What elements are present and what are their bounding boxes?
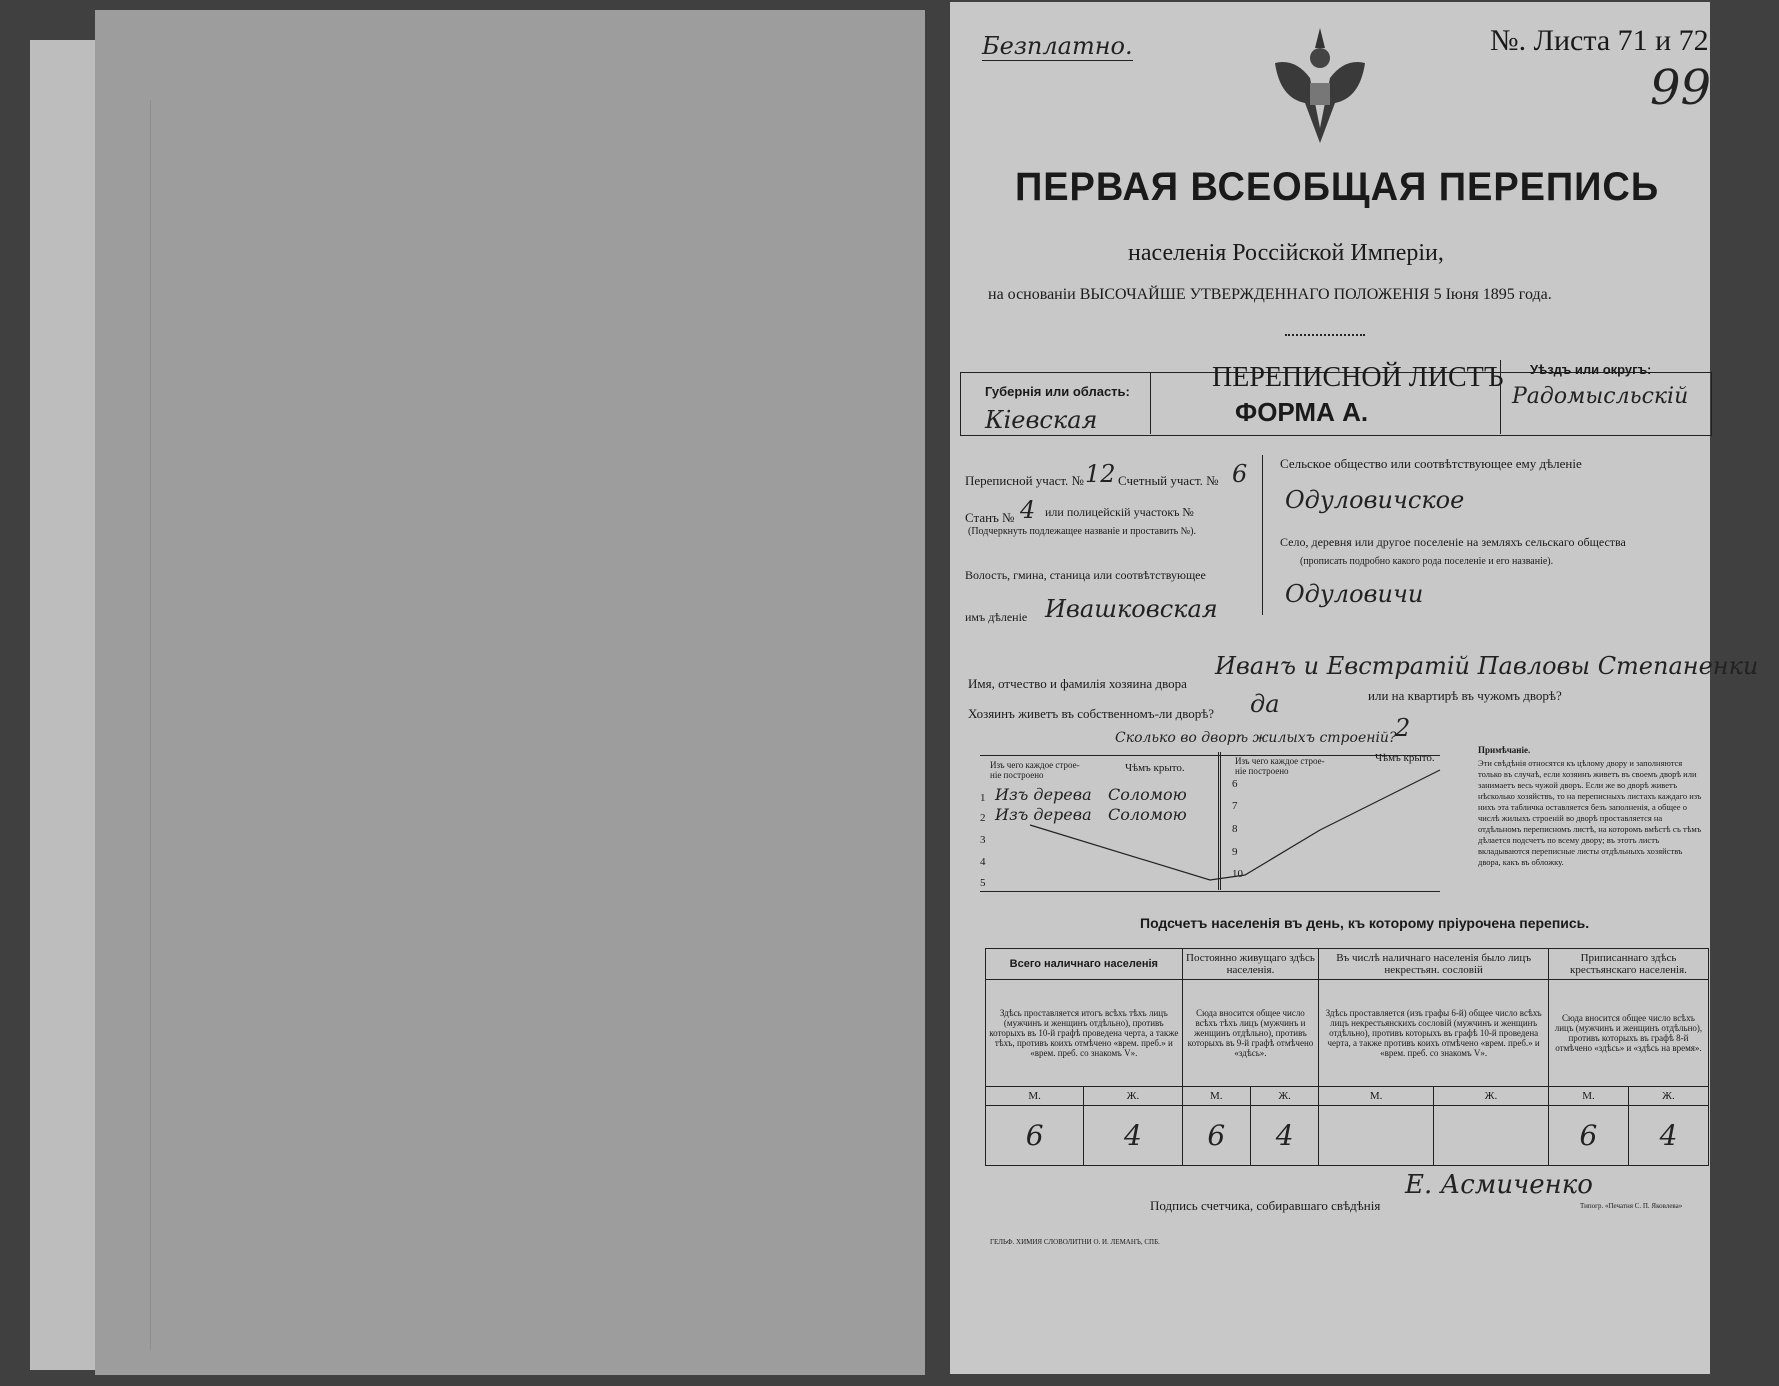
count-area-label: Счетный участ. №: [1118, 473, 1219, 488]
uezd-label: Уѣздъ или округъ:: [1530, 362, 1652, 377]
buildings-col-roof-2: Чѣмъ крыто.: [1375, 752, 1435, 764]
list-item: 2: [980, 812, 986, 824]
volost-label-2: имъ дѣленіе: [965, 610, 1028, 624]
volost-value: Ивашковская: [1045, 595, 1218, 623]
stan-label: Станъ №: [965, 510, 1015, 525]
male-header: М.: [1548, 1087, 1628, 1106]
village-label: Село, деревня или другое поселеніе на земляхъ сельскаго общества: [1280, 535, 1626, 549]
note-label: Примѣчаніе.: [1478, 745, 1531, 755]
census-area-value: 12: [1085, 460, 1116, 488]
list-item: 3: [980, 834, 986, 846]
society-label: Сельское общество или соотвѣтствующее ему дѣленіе: [1280, 456, 1582, 471]
form-header-left-bracket: [1150, 372, 1151, 434]
gubernia-label: Губернія или область:: [985, 384, 1130, 399]
buildings-label: Сколько во дворѣ жилыхъ строеній?: [1115, 730, 1397, 746]
coat-of-arms-icon: [1265, 18, 1375, 153]
census-value: 4: [1628, 1106, 1708, 1166]
list-item: 4: [980, 856, 986, 868]
list-item: Соломою: [1108, 785, 1187, 804]
census-description: Сюда вносится общее число всѣхъ тѣхъ лицъ (мужчинъ и женщинъ отдѣльно), противъ которыхъ въ 9-й графѣ отмѣчено «здѣсь».: [1182, 980, 1319, 1087]
census-value: 6: [986, 1106, 1084, 1166]
ornament-divider: [1285, 334, 1365, 336]
basis-text: на основаніи ВЫСОЧАЙШЕ УТВЕРЖДЕННАГО ПОЛОЖЕНІЯ 5 Іюня 1895 года.: [988, 286, 1552, 303]
census-count-table: [985, 948, 1709, 1166]
census-header: Постоянно живущаго здѣсь населенія.: [1182, 949, 1319, 980]
owner-value: Иванъ и Евстратій Павловы Степаненки: [1215, 652, 1759, 680]
census-header: Приписаннаго здѣсь крестьянскаго населенія.: [1548, 949, 1708, 980]
note-text: Эти свѣдѣнія относятся къ цѣлому двору и заполняются только въ случаѣ, если хозяинъ живетъ въ своемъ дворѣ или занимаетъ весь чужой дворъ. Если же во дворѣ живетъ нѣсколько хозяйствъ, то на переписныхъ листахъ каждаго изъ нихъ эта табличка оставляется безъ заполненія, а общее о числѣ жилыхъ строеній во дворѣ проставляется на отдѣльномъ переписномъ листѣ, на которомъ вмѣстѣ съ тѣмъ дѣлается подсчетъ по всему двору; въ этотъ листъ вкладываются переписные листы отдѣльныхъ хозяйствъ двора, какъ въ обложку.: [1478, 758, 1702, 867]
village-value: Одуловичи: [1285, 580, 1424, 608]
form-title: ПЕРЕПИСНОЙ ЛИСТЪ: [1212, 362, 1504, 393]
female-header: Ж.: [1084, 1087, 1182, 1106]
signature-value: Е. Асмиченко: [1405, 1170, 1593, 1200]
female-header: Ж.: [1628, 1087, 1708, 1106]
form-type: ФОРМА А.: [1235, 397, 1369, 427]
sheet-number: №. Листа 71 и 72: [1490, 24, 1709, 57]
list-item: Соломою: [1108, 805, 1187, 824]
list-item: 1: [980, 792, 986, 804]
village-note: (прописать подробно какого рода поселеніе и его названіе).: [1300, 556, 1554, 567]
female-header: Ж.: [1433, 1087, 1548, 1106]
buildings-value: 2: [1395, 714, 1411, 742]
field-column-divider: [1262, 455, 1263, 615]
census-description: Сюда вносится общее число всѣхъ лицъ (мужчинъ и женщинъ отдѣльно), противъ которыхъ въ графѣ 8-й отмѣчено «здѣсь» и «здѣсь на время».: [1548, 980, 1708, 1087]
census-value: [1319, 1106, 1434, 1166]
printer-left: ГЕЛЬФ. ХИМИЯ СЛОВОЛИТНИ О. И. ЛЕМАНЪ, СПБ.: [990, 1238, 1160, 1246]
printer-right: Типогр. «Печатня С. П. Яковлева»: [1580, 1202, 1683, 1210]
census-value: 6: [1182, 1106, 1250, 1166]
census-value: 4: [1084, 1106, 1182, 1166]
form-header-right-bracket: [1500, 360, 1501, 434]
list-item: 6: [1232, 778, 1238, 790]
apartment-label: или на квартирѣ въ чужомъ дворѣ?: [1368, 688, 1562, 703]
census-value: 4: [1250, 1106, 1318, 1166]
census-description: Здѣсь проставляется (изъ графы 6-й) общее число всѣхъ лицъ некрестьянскихъ сословій (мужчинъ и женщинъ отдѣльно), противъ которыхъ въ графѣ 10-й проведена черта, а также противъ коихъ отмѣчено «врем. преб.» и «врем. преб. со знакомъ V».: [1319, 980, 1549, 1087]
list-item: 7: [1232, 800, 1238, 812]
free-label: Безплатно.: [982, 32, 1133, 60]
police-label: или полицейскій участокъ №: [1045, 505, 1194, 519]
male-header: М.: [986, 1087, 1084, 1106]
buildings-col-material: Изъ чего каждое строе-ніе построено: [990, 760, 1080, 780]
volost-label: Волость, гмина, станица или соотвѣтствующее: [965, 568, 1206, 582]
census-value: 6: [1548, 1106, 1628, 1166]
census-header: Въ числѣ наличнаго населенія было лицъ некрестьян. сословій: [1319, 949, 1549, 980]
strike-line: [1010, 760, 1460, 890]
society-value: Одуловичское: [1285, 486, 1465, 514]
census-area-label: Переписной участ. №: [965, 473, 1084, 488]
census-value: [1433, 1106, 1548, 1166]
female-header: Ж.: [1250, 1087, 1318, 1106]
own-house-label: Хозяинъ живетъ въ собственномъ-ли дворѣ?: [968, 706, 1215, 721]
page-edge: [30, 40, 100, 1370]
census-description: Здѣсь проставляется итогъ всѣхъ тѣхъ лицъ (мужчинъ и женщинъ отдѣльно), противъ которыхъ въ 10-й графѣ проведена черта, а также тѣхъ, противъ коихъ отмѣчено «врем. преб.» и «врем. преб. со знакомъ V».: [986, 980, 1183, 1087]
owner-label: Имя, отчество и фамилія хозяина двора: [968, 676, 1187, 691]
uezd-value: Радомысльскій: [1512, 384, 1689, 409]
list-item: Изъ дерева: [995, 805, 1092, 824]
stan-value: 4: [1020, 496, 1036, 524]
main-title: ПЕРВАЯ ВСЕОБЩАЯ ПЕРЕПИСЬ: [1015, 165, 1660, 209]
list-item: 9: [1232, 846, 1238, 858]
left-page-bleedthrough: [150, 100, 911, 1350]
list-item: Изъ дерева: [995, 785, 1092, 804]
male-header: М.: [1319, 1087, 1434, 1106]
own-house-value: да: [1250, 690, 1280, 718]
signature-label: Подпись счетчика, собиравшаго свѣдѣнія: [1150, 1198, 1381, 1213]
count-area-value: 6: [1232, 460, 1248, 488]
census-header: Всего наличнаго населенія: [986, 949, 1183, 980]
list-item: 10: [1232, 868, 1243, 880]
list-item: 5: [980, 877, 986, 889]
subtitle: населенія Россійской Имперіи,: [1128, 240, 1444, 266]
gubernia-value: Кіевская: [985, 406, 1098, 434]
stan-note: (Подчеркнуть подлежащее названіе и проставить №).: [968, 526, 1196, 537]
list-item: 8: [1232, 823, 1238, 835]
buildings-col-material-2: Изъ чего каждое строе-ніе построено: [1235, 756, 1325, 776]
buildings-col-roof: Чѣмъ крыто.: [1125, 762, 1185, 774]
census-count-title: Подсчетъ населенія въ день, къ которому пріурочена перепись.: [1140, 915, 1590, 931]
archive-number: 99: [1650, 60, 1712, 116]
male-header: М.: [1182, 1087, 1250, 1106]
